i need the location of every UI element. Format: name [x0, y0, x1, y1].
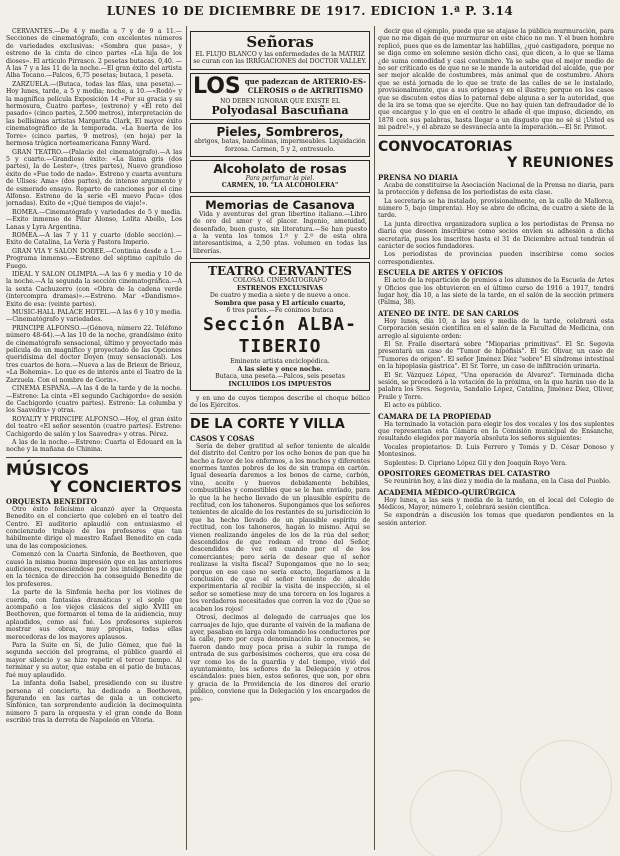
- corte-article: [190, 443, 370, 703]
- convocatoria-paragraph: Se expondrán a discusión los temas que quedaron pendientes en la sesión anterior.: [378, 512, 614, 527]
- theatre-listing: MUSIC-HALL PALACE HOTEL.—A las 6 y 10 y media.—Cinematógrafo y variedades.: [6, 309, 182, 324]
- library-watermark: [520, 740, 612, 832]
- convocatoria-paragraph: La secretaría se ha instalado, provisionalmente, en la calle de Mallorca, número 5, bajo (imprenta). Hoy se abre de oficina, de cuatro a siete de la tarde.: [378, 197, 614, 220]
- corte-section-title: DE LA CORTE Y VILLA: [190, 416, 345, 432]
- convocatoria-heading: ATENEO DE INTE. DE SAN CARLOS: [378, 308, 519, 318]
- casos-heading: CASOS Y COSAS: [190, 433, 255, 443]
- ad-alba-l1: Eminente artista enciclopédica.: [230, 358, 330, 366]
- ad-bascunana-line1: que padezcan de ARTERIO-ES-: [244, 77, 367, 87]
- convocatorias-title-1: CONVOCATORIAS: [378, 138, 513, 155]
- column-rule: [186, 26, 187, 850]
- convocatoria-paragraph: Se reunirán hoy, a las diez y media de la mañana, en la Casa del Pueblo.: [384, 478, 611, 486]
- music-section-title-2: Y CONCIERTOS: [49, 476, 182, 496]
- ad-alba-l2: A las siete y once noche.: [237, 365, 323, 373]
- convocatoria-heading: ACADEMIA MÉDICO-QUIRÚRGICA: [378, 487, 516, 497]
- ad-senoras-title: Señoras: [246, 33, 314, 51]
- theatre-listing: CINEMA ESPAÑA.—A las 4 de la tarde y de la noche.—Estreno: La cinta «El segundo Cachigordo» de sesión de Cachigordo (cuatro partes). Estreno: La columba y los Saavedra» y otras.: [6, 385, 182, 415]
- lead-paragraph: decir que el ejemplo, puede que se atajase la pública murmuración, para que no me digan de que murmurar en este chico no me. Y el buen hombre replicó, pues que es de lamentar las hablillas, ¿qué castigadora, porque no se diga como en solemne sesión dicho casi, que dicen, a lo que se llama ¿de suma comodidad y casi costumbre. Ya se sabe que el mejor medio de no ser criticado es de que no se le mande la autoridad del alcalde, que por ser mejor alcalde de costumbres, más animal que de costumbre. Ahora que se está jornada de lo que se trate de las calles de se le instalado, provisionalmente, que a sus orígenes y en el ilustre; porque en los casos que se discuten estos días lo paternal debe alguna a ser la autoridad, que de la ira se toma que se ejercite. Que no hay quien tan defraudador de lo que encargue y lo que en el centro le añade el que impuso, diciendo, en 1878 con sus palabras, hasta llegar a un disgusto que no sé si ¡Usted es mi padre!», y el abrazo se desvanecía ante la imperación.—El Sr. Primot.: [378, 28, 614, 132]
- music-section-title-1: MÚSICOS: [6, 459, 90, 479]
- ad-alba-l4: INCLUIDOS LOS IMPUESTOS: [228, 380, 332, 388]
- theatre-listing: A las de la noche.—Estreno: Cuarta el Edouard en la noche y la mañana de Chinina.: [6, 438, 182, 454]
- music-paragraph: Para la Suite en Si, de Julio Gómez, que fué la segunda sección del programa, el público guardó el mayor silencio y se hizo repetir el tercer tiempo. Al terminar y su autor, que estaba en el patio de butacas, fué muy aplaudido.: [6, 642, 182, 679]
- theatre-listings: [6, 28, 182, 454]
- lead-article: [378, 28, 614, 132]
- convocatoria-paragraph: El acto es público.: [384, 402, 442, 410]
- ad-senoras-text: EL FLUJO BLANCO y las enfermedades de la MATRIZ se curan con las IRRIGACIONES del DOCTOR VALLEY.: [193, 51, 367, 66]
- convocatoria-heading: PRENSA NO DIARIA: [378, 172, 458, 182]
- theatre-listing: ROMEA.—A las 7 y 11 y cuarto (doble sección).—Exito de Catalina, La Veria y Pastora Imperio.: [6, 231, 182, 247]
- ad-alcoholato: [190, 160, 370, 193]
- music-article: [6, 506, 182, 725]
- music-paragraph: La parte de la Sinfonía hecha por los violines de cuerda, con fantasías dramáticas y el soplo que acompañó a los viejos clásicos del siglo XVIII en Beethoven, que formaron el tema de la audiencia, muy aplaudidos, como así fué. Los profesores supieron mostrar sus obras, muy propias, todas ellas merecedoras de los mayores aplausos.: [6, 589, 182, 641]
- convocatorias-sections: [378, 173, 614, 527]
- music-continuation: y en uno de cuyos tiempos describe el choque bélico de los Ejércitos.: [190, 394, 370, 410]
- theatre-listing: ROYALTY Y PRINCIPE ALFONSO.—Hoy, el gran éxito del teatro «El señor sesentón (cuatro partes). Estreno: Cachigordo de salón y los Saavedra» y otras. Pérez.: [6, 415, 182, 438]
- library-watermark: [410, 770, 502, 856]
- ad-pieles: [190, 123, 370, 157]
- corte-paragraph: Otrosí, decimos al delegado de carruajes que los carruajes de lujo, que durante el vaivén de la mañana de ayer, pasaban en larga cola tomando los conductores por la calle, pero por cuya denominación la conocemos, se fueron dando muy poca prisa a subir la rampa de entrada de sus garbosísimos cocheros, que era cosa de ver como los de la guardia y del tiempo, vivió del ayuntamiento, los señores de la Delegación y otros escándalos: pues bien, estos señores, que son, por obra y gracia de la Providencia de los dineros del erario público, conviene que la Delegación y los encargados de pre-: [190, 614, 370, 703]
- ad-bascunana-line3: NO DEBEN IGNORAR QUE EXISTE EL: [220, 97, 340, 105]
- theatre-listing: CERVANTES.—De 4 y media a 7 y de 9 a 11.—Secciones de cinematógrafo, con excelentes números de variedades exclusivas: «Sombra que pasa», y estreno de la cinta de cinco partes «La hija de los dioses». El artículo Pirrasco. 2 pesetas butacas. 0,40. —A las 7 y a las 11 de la noche.—El gran éxito del artista Alba Tocano.—Palcos, 6,75 pesetas; butaca, 1 peseta.: [6, 28, 182, 80]
- ad-cervantes-l2: ESTRENOS EXCLUSIVAS: [236, 284, 323, 292]
- ad-cervantes-l3: De cuatro y media a siete y de nueve a once.: [209, 292, 351, 300]
- theatre-listing: GRAN TEATRO.—(Palacio del cinematógrafo).—A las 5 y cuarto.—Grandioso éxito: «La llama gris (dos partes), la de Lester», (tres partes), Nuevo grandioso éxito de «Fue todo de nada». Estreno y cuarta aventura de Ulises: Ama» (dos partes), de intenso argumento y de esmerado ensayo. Reparto de canciones por el cine Alfonso. Estreno de la serie «El nuevo Paca» (dos jornadas). Exito de «¡Qué tiempos de viaje!».: [6, 148, 182, 208]
- convocatoria-heading: CAMARA DE LA PROPIEDAD: [378, 411, 492, 421]
- column-left: [6, 28, 182, 850]
- ad-cervantes-title: TEATRO CERVANTES: [208, 264, 352, 279]
- ad-senoras: [190, 31, 370, 70]
- convocatoria-paragraph: La junta directiva organizadora suplica a los periodistas de Prensa no diaria que deseen inscribirse como socios envíen su adhesión a dicha secretaría, pues los inscritos hasta el 31 de Diciembre actual tendrán el carácter de socios fundadores.: [378, 220, 614, 250]
- convocatoria-heading: ESCUELA DE ARTES Y OFICIOS: [378, 268, 503, 278]
- ad-cervantes-l4: Sombra que pasa y El artículo cuarto,: [214, 299, 346, 307]
- ad-alcoholato-address: CARMEN, 10. "LA ALCOHOLERA": [221, 182, 339, 190]
- convocatoria-paragraph: Ha terminado la votación para elegir los dos vocales y los dos suplentes que representan esta Cámara en la Comisión municipal de Ensanche, resultando elegidos por mayoría absoluta los señores siguientes:: [378, 420, 614, 443]
- theatre-listing: ROMEA.—Cinematógrafo y variedades de 5 y media.—Exito inmenso de Pilar Alonso, Lolita Abello, Los Lanas y Lyra Argentina.: [6, 208, 182, 231]
- music-paragraph: La infanta doña Isabel, presidiendo con su ilustre persona el concierto, ha dedicado a Beethoven, figurando en las cartas de gala a un concierto Sinfónico, tan sorprendente audición la decimoquinta número 5 para la orquesta y el gran conde de Bonn escribió tras la derrota de Napoleón en Vitoria.: [6, 680, 182, 725]
- convocatoria-heading: OPOSITORES GEOMETRAS DEL CATASTRO: [378, 469, 551, 479]
- convocatoria-paragraph: Acaba de constituirse la Asociación Nacional de la Prensa no diaria, para la protección y defensa de los periodistas de esta clase.: [378, 181, 614, 197]
- theatre-listing: ZARZUELA.—(Butaca, todas las filas, una peseta).—Hoy lunes, tarde, a 5 y media; noche, a 10.—«Rodó» y la magnífica película Exposición 14 «Por su gracia y su hermosura, Cuatro partes», (estreno) y «El reto del pasado» (cinco partes, 2.500 metros), interpretación de las bellísimas artistas Margarita Clark, El mayor éxito cinematográfico de la temporada. «La huerta de los Torre» (cinco partes, 9 metros), (en hoja) per la hermosa trágica norteamericana Fanny Ward.: [6, 80, 182, 148]
- theatre-listing: GRAN VIA Y SALON DOREE.—Continúa desde a 1.—Programa inmenso.—Estreno del séptimo capítulo de Fuego.: [6, 247, 182, 270]
- ad-teatro-cervantes: [190, 262, 370, 391]
- ad-casanova-title: Memorias de Casanova: [205, 197, 355, 212]
- ad-bascunana-line2: CLEROSIS o de ARTRITISMO: [247, 85, 364, 95]
- corte-paragraph: Sería de deber gratitud al señor teniente de alcalde del distrito del Centro por los ocho bonos de pan que ha hecho a favor de los enfermos, a los muchos y diferentes enormes tantos pobres de los de sin trampa en cartón. Igual desearía daremos a los bonos de carne, carbón, vino, aceite y huevos debidamente bebibles, combustibles y comestibles que se le han enviado, para lo que la he hecho llevado de un plausible espíritu de rectitud, con los tahoneros. Supongamos que los señores tenientes de alcalde de los restantes de su jurisdicción lo que ha hecho llevado de un plausible espíritu de rectitud, con los tahoneros, hagan lo mismo. Aquí se vienen realizando ángeles de los de la rúa del señor, descendidos de que rodean el trono del Señor, descendidos de vez en cuando por el de los comerciantes; pero sería de desear que el señor realizase la visita fiscal? Supongamos que no lo sea; porque en ese caso no sería exacto, llegaríamos a la conclusión de que el señor teniente de alcalde experimentaría al recibir la visita de inspección, si el señor se sometiese muy de una tercera en los lugares a los verdaderos necesitados que corren la voz de ¡Que se acaben los rojos!: [190, 442, 370, 613]
- convocatoria-paragraph: Vocales propietarios: D. Luis Ferrero y Tomás y D. César Donoso y Montesinos.: [378, 443, 614, 459]
- ad-bascunana-los: LOS: [193, 73, 241, 99]
- ad-alba-title: Sección ALBA-TIBERIO: [203, 314, 357, 358]
- divider: [378, 135, 614, 136]
- ad-pieles-title: Pieles, Sombreros,: [216, 125, 344, 140]
- ad-bascunana: [190, 73, 370, 120]
- convocatoria-paragraph: Hoy lunes, a las seis y media de la tarde, en el local del Colegio de Médicos, Mayor, número 1, celebrará sesión científica.: [378, 496, 614, 511]
- ad-cervantes-l5: 6 tres partes.—Fe cónimos butaca: [226, 306, 334, 314]
- divider: [6, 457, 182, 458]
- convocatorias-title-2: Y REUNIONES: [507, 154, 614, 171]
- ad-alcoholato-title: Alcoholato de rosas: [213, 162, 347, 177]
- convocatoria-paragraph: Los periodistas de provincias pueden inscribirse como socios correspondientes.: [378, 251, 614, 266]
- ad-casanova-text: Vida y aventuras del gran libertino italiano.—Libro de oro del amor y el placer. Ingenio, amenidad, desenfado, buen gusto, sin literatura.—Se han puesto a la venta los tomos 1.º y 2.º de esta obra interesantísima, a 2,50 ptas. volumen en todas las librerías.: [193, 210, 367, 255]
- column-middle: [190, 28, 370, 850]
- orquesta-heading: ORQUESTA BENEDITO: [6, 496, 97, 506]
- ad-bascunana-product: Polyodasal Bascuñana: [211, 104, 349, 118]
- theatre-listing: PRINCIPE ALFONSO.—(Génova, número 22. Teléfono número 48-64).—A las 10 de la noche, grandísimo éxito de cinematógrafo sensacional, último y proyectado más película de un magnífico y proyectado de las Opciones queridísima del doctor Doyen (muy sensacional). Los tres cuartos de hora.—Nueva a las de Brieux de Brieuz, «La Bohemia». Lo que es de interés ante el Teatro de la Zarzuela. Con el nombre de Gorin».: [6, 324, 182, 384]
- page-header: LUNES 10 DE DICIEMBRE DE 1917. EDICION 1.ª P. 3.14: [106, 4, 514, 18]
- divider: [190, 413, 370, 414]
- convocatoria-paragraph: El Sr. Vázquez López, "Una operación de Alvarez". Terminada dicha sesión, se procederá a la votación de la próxima, en la que harán uso de la palabra los Sres. Segovia, Sandalio López, Catalina, Jiménez Díez, Oliver, Fraile y Torre.: [378, 371, 614, 401]
- music-paragraph: Comenzó con la Cuarta Sinfonía, de Beethoven, que causó la misma buena impresión que en las anteriores audiciones, reconociéndose por los inteligentes lo que en la técnica de dirección ha conseguido Benedito de los profesores.: [6, 551, 182, 588]
- ad-cervantes-l1: COLOSAL CINEMATOGRAFO: [233, 277, 327, 285]
- column-right: [378, 28, 614, 850]
- ad-alba-l3: Butaca, una peseta.—Palcos, seis pesetas: [215, 373, 345, 381]
- convocatoria-paragraph: El Sr. Fraile disertará sobre "Mioparias primitivas". El Sr. Segovia presentará un caso de "Tumor de hipófisis". El Sr. Olivar, un caso de "Tumores de origen". El señor Jiménez Díez "sobre" El síndrome intestinal en la hipoplasia gástrica". El Sr. Torre, un caso de infiltración urinaria.: [378, 341, 614, 371]
- ad-casanova: [190, 196, 370, 259]
- convocatoria-paragraph: Hoy lunes, día 10, a las seis y media de la tarde, celebrará esta Corporación sesión científica en el salón de la Facultad de Medicina, con arreglo al siguiente orden:: [378, 317, 614, 340]
- ad-alcoholato-sub: Para perfumar la piel.: [245, 175, 315, 183]
- theatre-listing: IDEAL Y SALON OLIMPIA.—A las 6 y media y 10 de la noche.—A la segunda la sección cinematográfica.—A la sexta Cachuzorro (con «Obra de la cadena verde (intercompra dramas)».—Estreno. Mar «Dandismo». Exito de esa: (veinte partes).: [6, 271, 182, 308]
- convocatoria-paragraph: El acto de la repartición de premios a los alumnos de la Escuela de Artes y Oficios que los obtuvieron en el último curso de 1916 a 1917, tendrá lugar hoy, día 10, a las siete de la tarde, en el salón de la sección primera (Palma, 38).: [378, 277, 614, 307]
- music-paragraph: Otro éxito felicísimo alcanzó ayer la Orquesta Benedito en el concierto que celebró en el teatro del Centro. El auditorio aplaudió con entusiasmo el concienzudo trabajo de los profesores que tan hábilmente dirige el maestro Rafael Benedito en cada una de las composiciones.: [6, 505, 182, 550]
- column-rule: [374, 26, 375, 850]
- convocatoria-paragraph: Suplentes: D. Cipriano López Gil y don Joaquín Royo Vera.: [384, 459, 568, 467]
- ad-pieles-text: abrigos, batas, bandolinas, impermeables. Liquidación forzosa. Carmen, 5 y 2, entresuelo.: [194, 138, 366, 153]
